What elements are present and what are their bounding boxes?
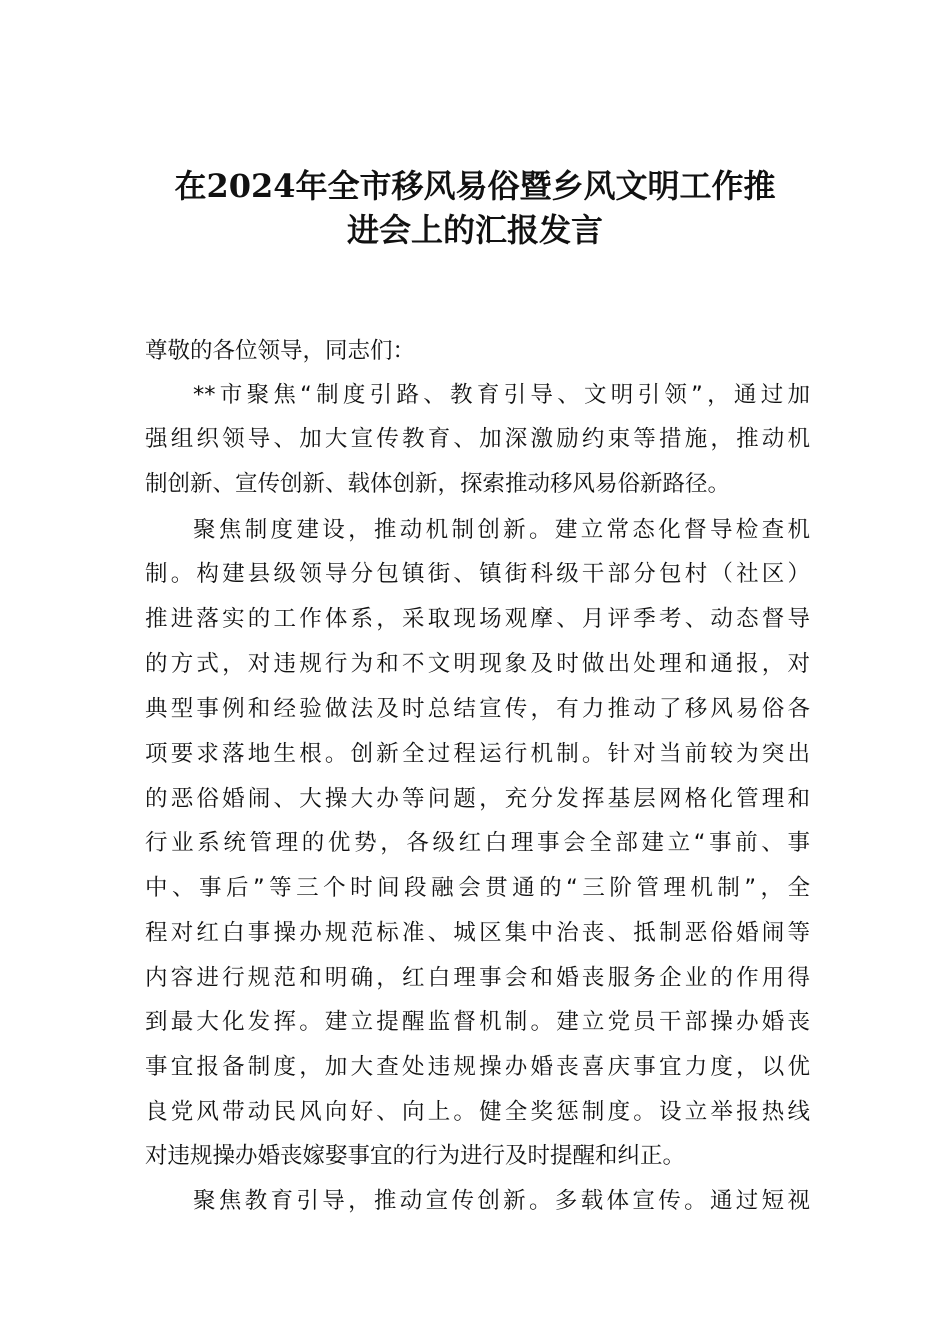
paragraph-line: 内容进行规范和明确，红白理事会和婚丧服务企业的作用得 [145, 965, 810, 991]
paragraph-line: 强组织领导、加大宣传教育、加深激励约束等措施，推动机 [145, 426, 810, 452]
paragraph-line: 制。构建县级领导分包镇街、镇街科级干部分包村（社区） [145, 561, 810, 587]
document-title-line-2: 进会上的汇报发言 [346, 211, 603, 249]
paragraph-line: 项要求落地生根。创新全过程运行机制。针对当前较为突出 [145, 741, 810, 767]
salutation: 尊敬的各位领导，同志们： [145, 338, 416, 364]
paragraph-line: 制创新、宣传创新、载体创新，探索推动移风易俗新路径。 [145, 471, 731, 497]
paragraph-line: 行业系统管理的优势，各级红白理事会全部建立“事前、事 [145, 830, 810, 856]
paragraph-line: 程对红白事操办规范标准、城区集中治丧、抵制恶俗婚闹等 [145, 920, 810, 946]
paragraph-line: 对违规操办婚丧嫁娶事宜的行为进行及时提醒和纠正。 [145, 1143, 686, 1169]
paragraph-line: **市聚焦“制度引路、教育引导、文明引领”，通过加 [193, 382, 810, 408]
paragraph-line: 聚焦教育引导，推动宣传创新。多载体宣传。通过短视 [193, 1188, 810, 1214]
paragraph-line: 良党风带动民风向好、向上。健全奖惩制度。设立举报热线 [145, 1099, 810, 1125]
paragraph-line: 中、事后”等三个时间段融会贯通的“三阶管理机制”，全 [145, 875, 810, 901]
paragraph-line: 事宜报备制度，加大查处违规操办婚丧喜庆事宜力度，以优 [145, 1054, 810, 1080]
paragraph-line: 到最大化发挥。建立提醒监督机制。建立党员干部操办婚丧 [145, 1009, 810, 1035]
paragraph-line: 推进落实的工作体系，采取现场观摩、月评季考、动态督导 [145, 606, 810, 632]
paragraph-line: 聚焦制度建设，推动机制创新。建立常态化督导检查机 [193, 517, 810, 543]
paragraph-line: 典型事例和经验做法及时总结宣传，有力推动了移风易俗各 [145, 696, 810, 722]
paragraph-line: 的方式，对违规行为和不文明现象及时做出处理和通报，对 [145, 651, 810, 677]
document-title-line-1: 在2024年全市移风易俗暨乡风文明工作推 [174, 167, 776, 205]
paragraph-line: 的恶俗婚闹、大操大办等问题，充分发挥基层网格化管理和 [145, 786, 810, 812]
